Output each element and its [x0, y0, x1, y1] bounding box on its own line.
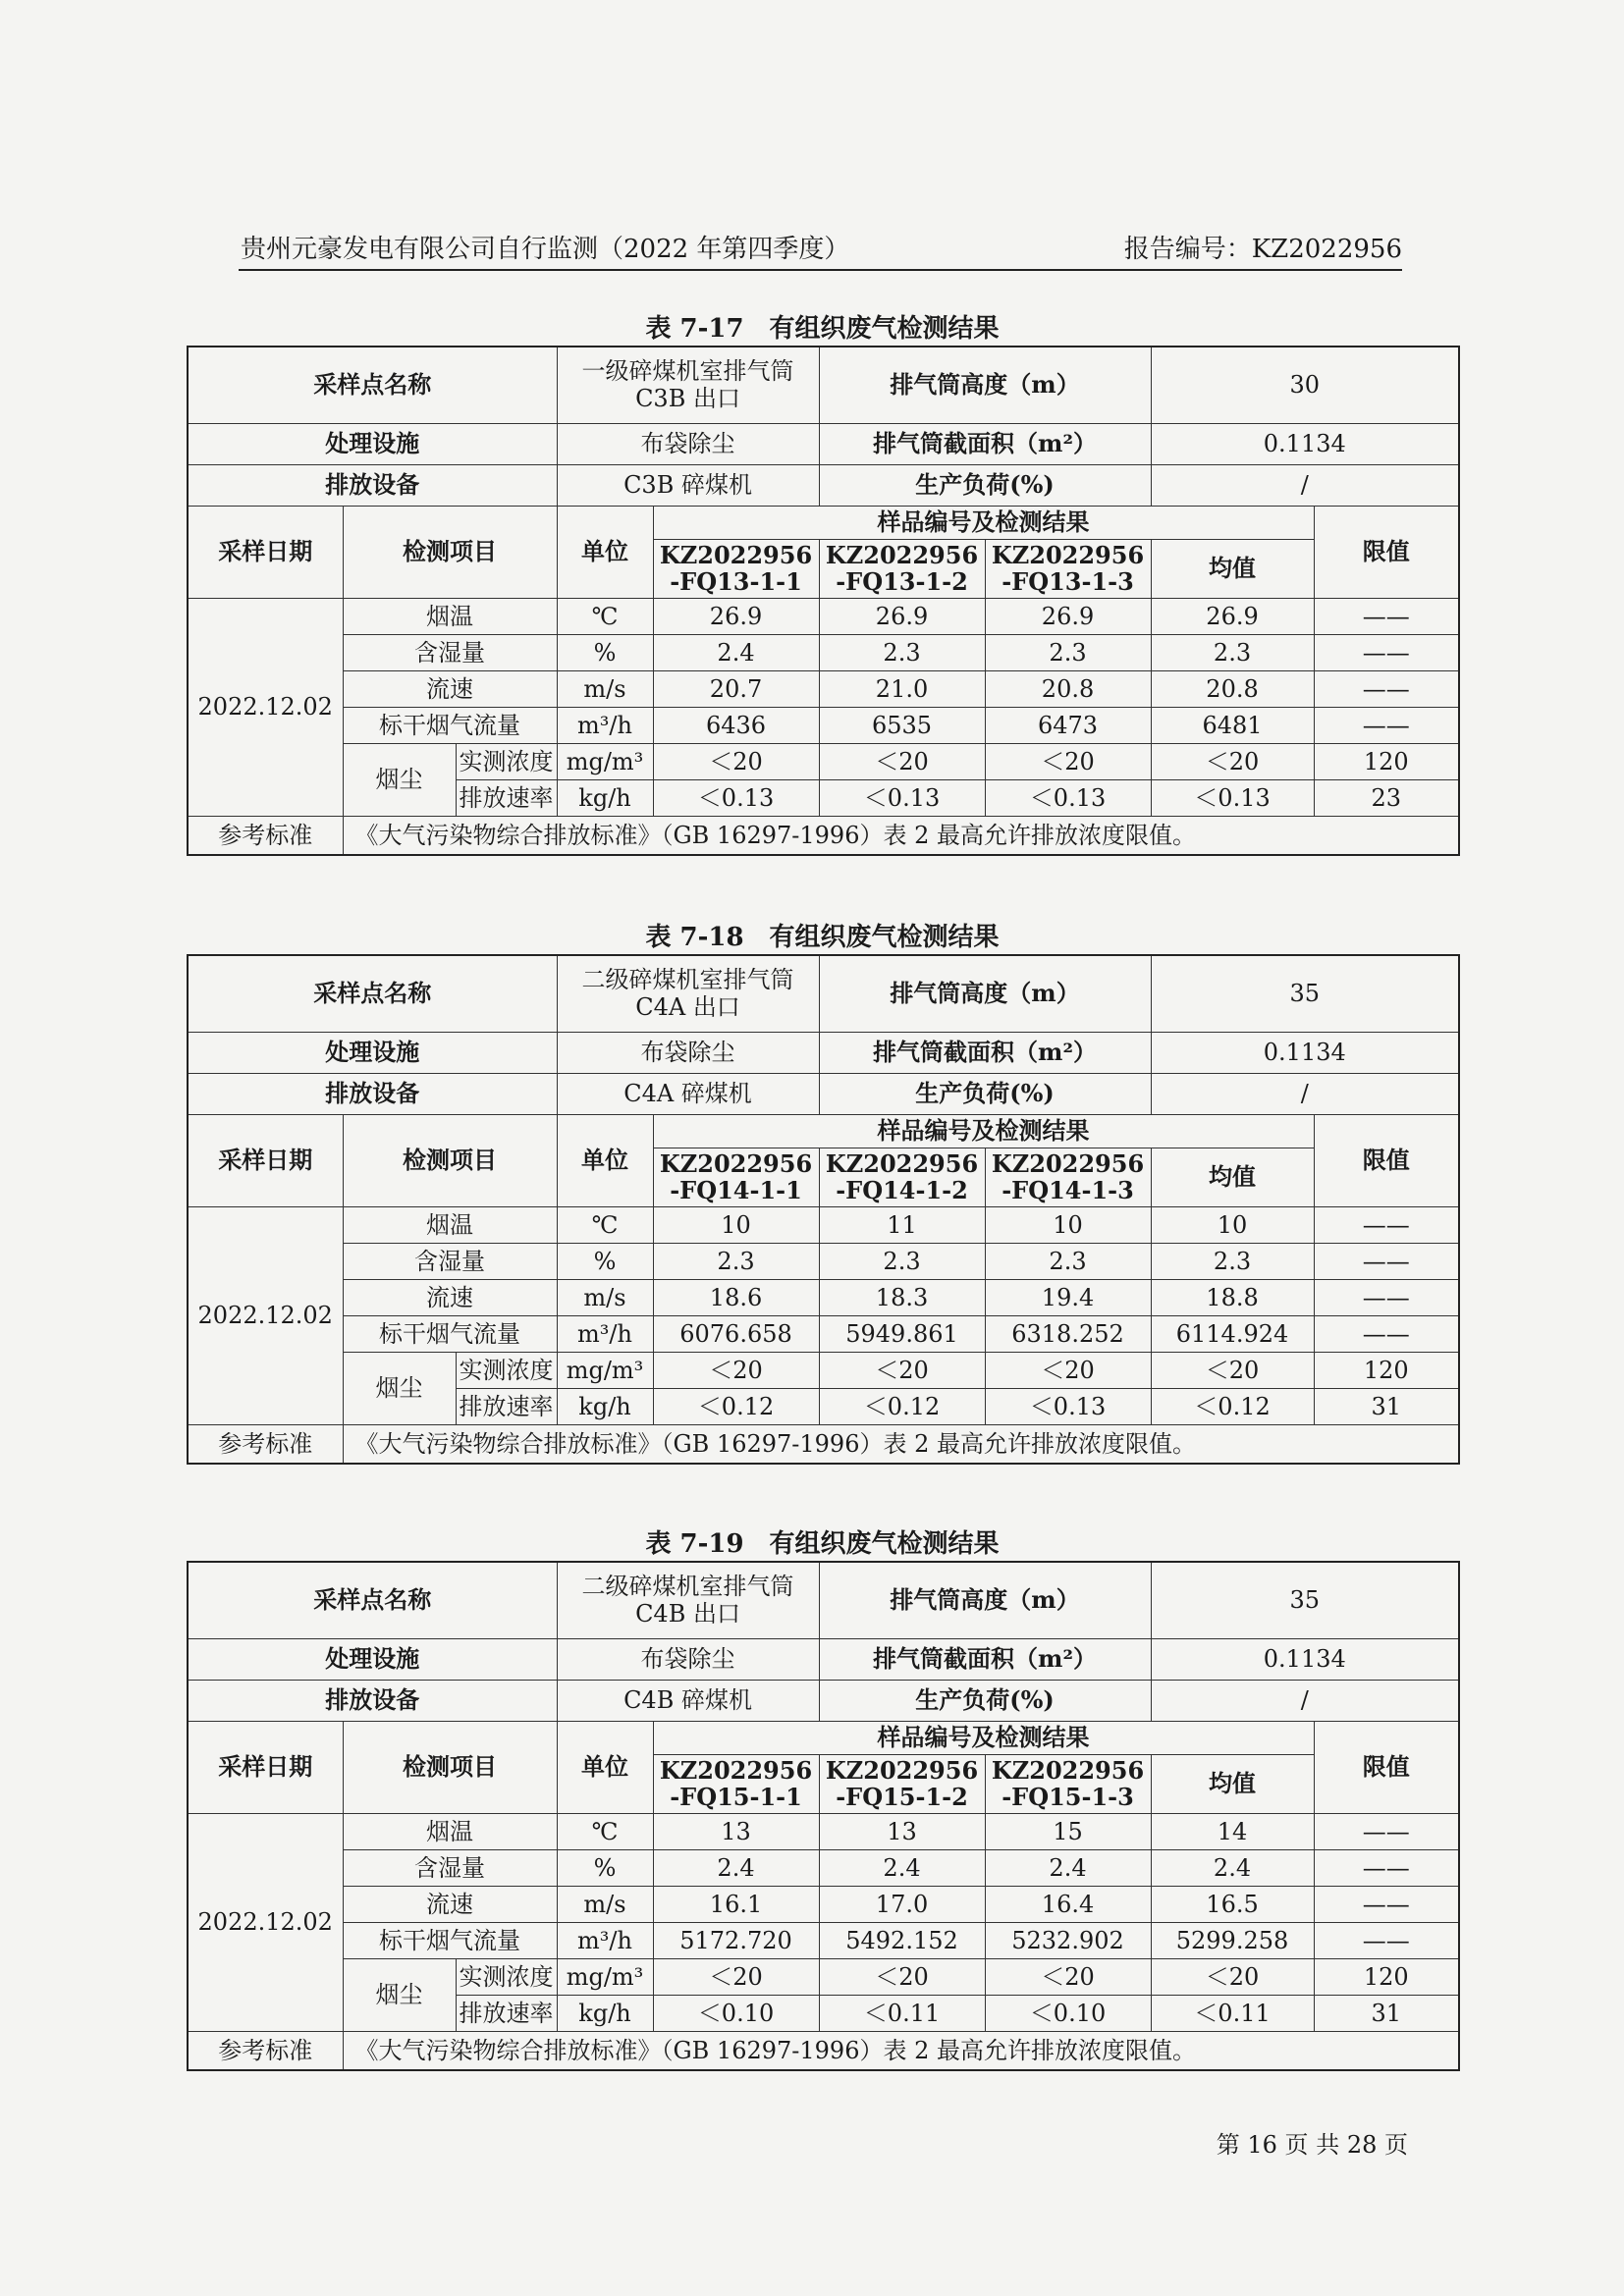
value-cell: 5949.861	[819, 1315, 985, 1352]
mean-cell: ＜0.12	[1151, 1388, 1314, 1424]
value-cell: ＜0.12	[653, 1388, 819, 1424]
mean-cell: ＜20	[1151, 1958, 1314, 1995]
unit-cell: mg/m³	[557, 1352, 653, 1388]
mean-cell: 2.3	[1151, 634, 1314, 670]
unit-cell: %	[557, 634, 653, 670]
sample-id-header: KZ2022956 -FQ15-1-1	[653, 1754, 819, 1813]
label-stack-area: 排气筒截面积（m²）	[819, 1032, 1151, 1073]
label-stack-area: 排气筒截面积（m²）	[819, 423, 1151, 464]
value-cell: 26.9	[819, 598, 985, 634]
value-cell: 6535	[819, 707, 985, 743]
item-name: 标干烟气流量	[343, 707, 557, 743]
item-name: 含湿量	[343, 1243, 557, 1279]
sample-id-header: KZ2022956 -FQ13-1-2	[819, 539, 985, 598]
dust-label: 烟尘	[343, 1958, 456, 2031]
unit-cell: m/s	[557, 1886, 653, 1922]
unit-cell: kg/h	[557, 1995, 653, 2031]
label-date: 采样日期	[188, 506, 343, 598]
measurement-row	[188, 1315, 1459, 1352]
measurement-row	[188, 1849, 1459, 1886]
exhaust-gas-table	[187, 954, 1460, 1465]
sampling-point-value	[557, 955, 819, 1032]
label-limit: 限值	[1314, 1114, 1459, 1206]
value-cell: 15	[985, 1813, 1151, 1849]
page-header	[239, 234, 1402, 271]
item-name: 排放速率	[456, 1388, 557, 1424]
equipment-value: C3B 碎煤机	[557, 464, 819, 506]
value-cell: 18.6	[653, 1279, 819, 1315]
label-equipment: 排放设备	[188, 1073, 557, 1114]
item-name: 含湿量	[343, 1849, 557, 1886]
item-name: 排放速率	[456, 779, 557, 816]
item-name: 烟温	[343, 1206, 557, 1243]
label-equipment: 排放设备	[188, 464, 557, 506]
exhaust-gas-table	[187, 346, 1460, 856]
value-cell: 2.3	[819, 1243, 985, 1279]
value-cell: 6076.658	[653, 1315, 819, 1352]
item-name: 实测浓度	[456, 1958, 557, 1995]
measurement-row	[188, 1958, 1459, 1995]
item-name: 含湿量	[343, 634, 557, 670]
item-name: 流速	[343, 1279, 557, 1315]
limit-cell: ——	[1314, 1243, 1459, 1279]
label-load: 生产负荷(%)	[819, 1073, 1151, 1114]
value-cell: ＜20	[819, 1352, 985, 1388]
label-unit: 单位	[557, 1114, 653, 1206]
unit-cell: m³/h	[557, 707, 653, 743]
limit-cell: ——	[1314, 634, 1459, 670]
item-name: 实测浓度	[456, 743, 557, 779]
value-cell: 21.0	[819, 670, 985, 707]
exhaust-table-block	[187, 921, 1458, 1465]
value-cell: 13	[819, 1813, 985, 1849]
value-cell: 17.0	[819, 1886, 985, 1922]
value-cell: 6473	[985, 707, 1151, 743]
measurement-row	[188, 1922, 1459, 1958]
stack-height-value: 35	[1151, 955, 1459, 1032]
value-cell: ＜0.13	[653, 779, 819, 816]
value-cell: ＜20	[653, 1958, 819, 1995]
header-title: 贵州元豪发电有限公司自行监测（2022 年第四季度）	[241, 235, 850, 264]
stack-area-value: 0.1134	[1151, 1032, 1459, 1073]
equipment-value: C4B 碎煤机	[557, 1680, 819, 1721]
limit-cell: ——	[1314, 1315, 1459, 1352]
reference-standard: 《大气污染物综合排放标准》（GB 16297-1996）表 2 最高允许排放浓度限值。	[343, 1424, 1459, 1464]
value-cell: ＜0.10	[985, 1995, 1151, 2031]
value-cell: ＜20	[653, 743, 819, 779]
limit-cell: ——	[1314, 670, 1459, 707]
sample-id-header: KZ2022956 -FQ14-1-2	[819, 1148, 985, 1206]
label-unit: 单位	[557, 506, 653, 598]
value-cell: 20.8	[985, 670, 1151, 707]
sample-id-header: KZ2022956 -FQ13-1-3	[985, 539, 1151, 598]
unit-cell: %	[557, 1243, 653, 1279]
value-cell: ＜0.13	[985, 1388, 1151, 1424]
label-mean: 均值	[1151, 1148, 1314, 1206]
item-name: 流速	[343, 670, 557, 707]
value-cell: 16.1	[653, 1886, 819, 1922]
sampling-point-line2: C4B 出口	[635, 1600, 740, 1629]
limit-cell: 120	[1314, 1958, 1459, 1995]
value-cell: 10	[985, 1206, 1151, 1243]
value-cell: 2.4	[819, 1849, 985, 1886]
item-name: 流速	[343, 1886, 557, 1922]
value-cell: ＜20	[653, 1352, 819, 1388]
value-cell: ＜20	[985, 1958, 1151, 1995]
sampling-point-line2: C4A 出口	[635, 993, 740, 1022]
mean-cell: 20.8	[1151, 670, 1314, 707]
sampling-date: 2022.12.02	[188, 1813, 343, 2031]
load-value: /	[1151, 464, 1459, 506]
value-cell: 10	[653, 1206, 819, 1243]
value-cell: 2.3	[653, 1243, 819, 1279]
label-item: 检测项目	[343, 506, 557, 598]
equipment-value: C4A 碎煤机	[557, 1073, 819, 1114]
mean-cell: 5299.258	[1151, 1922, 1314, 1958]
sampling-point-value	[557, 1562, 819, 1638]
limit-cell: 120	[1314, 743, 1459, 779]
label-load: 生产负荷(%)	[819, 464, 1151, 506]
value-cell: ＜0.10	[653, 1995, 819, 2031]
unit-cell: m³/h	[557, 1315, 653, 1352]
label-stack-area: 排气筒截面积（m²）	[819, 1638, 1151, 1680]
label-sample-group: 样品编号及检测结果	[653, 506, 1314, 539]
measurement-row	[188, 1813, 1459, 1849]
mean-cell: ＜0.13	[1151, 779, 1314, 816]
value-cell: ＜0.13	[985, 779, 1151, 816]
mean-cell: 10	[1151, 1206, 1314, 1243]
unit-cell: ℃	[557, 1206, 653, 1243]
measurement-row	[188, 598, 1459, 634]
load-value: /	[1151, 1680, 1459, 1721]
value-cell: 26.9	[985, 598, 1151, 634]
limit-cell: ——	[1314, 1886, 1459, 1922]
sampling-date: 2022.12.02	[188, 1206, 343, 1424]
value-cell: 19.4	[985, 1279, 1151, 1315]
label-item: 检测项目	[343, 1721, 557, 1813]
value-cell: 2.4	[653, 634, 819, 670]
value-cell: 20.7	[653, 670, 819, 707]
sample-id-header: KZ2022956 -FQ13-1-1	[653, 539, 819, 598]
limit-cell: 31	[1314, 1995, 1459, 2031]
limit-cell: 23	[1314, 779, 1459, 816]
load-value: /	[1151, 1073, 1459, 1114]
mean-cell: 26.9	[1151, 598, 1314, 634]
label-treatment: 处理设施	[188, 1638, 557, 1680]
limit-cell: ——	[1314, 707, 1459, 743]
limit-cell: ——	[1314, 1813, 1459, 1849]
value-cell: ＜20	[985, 1352, 1151, 1388]
unit-cell: %	[557, 1849, 653, 1886]
limit-cell: 120	[1314, 1352, 1459, 1388]
label-sampling-point: 采样点名称	[188, 1562, 557, 1638]
value-cell: 16.4	[985, 1886, 1151, 1922]
label-date: 采样日期	[188, 1114, 343, 1206]
measurement-row	[188, 707, 1459, 743]
sampling-point-line2: C3B 出口	[635, 385, 740, 413]
stack-area-value: 0.1134	[1151, 1638, 1459, 1680]
item-name: 烟温	[343, 1813, 557, 1849]
value-cell: ＜20	[985, 743, 1151, 779]
item-name: 标干烟气流量	[343, 1922, 557, 1958]
label-sampling-point: 采样点名称	[188, 955, 557, 1032]
limit-cell: ——	[1314, 1206, 1459, 1243]
unit-cell: m/s	[557, 670, 653, 707]
unit-cell: mg/m³	[557, 1958, 653, 1995]
reference-standard: 《大气污染物综合排放标准》（GB 16297-1996）表 2 最高允许排放浓度限值。	[343, 2031, 1459, 2070]
value-cell: 5172.720	[653, 1922, 819, 1958]
measurement-row	[188, 1352, 1459, 1388]
value-cell: 11	[819, 1206, 985, 1243]
sampling-point-line1: 一级碎煤机室排气筒	[581, 357, 794, 386]
value-cell: ＜0.12	[819, 1388, 985, 1424]
label-equipment: 排放设备	[188, 1680, 557, 1721]
measurement-row	[188, 1886, 1459, 1922]
limit-cell: ——	[1314, 1922, 1459, 1958]
label-sample-group: 样品编号及检测结果	[653, 1114, 1314, 1148]
treatment-value: 布袋除尘	[557, 423, 819, 464]
label-sample-group: 样品编号及检测结果	[653, 1721, 1314, 1754]
limit-cell: ——	[1314, 1279, 1459, 1315]
measurement-row	[188, 1243, 1459, 1279]
item-name: 排放速率	[456, 1995, 557, 2031]
stack-height-value: 30	[1151, 347, 1459, 423]
label-reference: 参考标准	[188, 2031, 343, 2070]
mean-cell: ＜20	[1151, 1352, 1314, 1388]
measurement-row	[188, 1279, 1459, 1315]
sampling-point-value	[557, 347, 819, 423]
unit-cell: m³/h	[557, 1922, 653, 1958]
item-name: 烟温	[343, 598, 557, 634]
table-caption: 表 7-17 有组织废气检测结果	[645, 314, 1000, 344]
label-stack-height: 排气筒高度（m）	[819, 347, 1151, 423]
value-cell: ＜20	[819, 743, 985, 779]
label-stack-height: 排气筒高度（m）	[819, 955, 1151, 1032]
label-date: 采样日期	[188, 1721, 343, 1813]
sample-id-header: KZ2022956 -FQ14-1-1	[653, 1148, 819, 1206]
mean-cell: 6114.924	[1151, 1315, 1314, 1352]
value-cell: 26.9	[653, 598, 819, 634]
value-cell: 13	[653, 1813, 819, 1849]
page-number: 第 16 页 共 28 页	[1216, 2131, 1408, 2159]
label-mean: 均值	[1151, 539, 1314, 598]
value-cell: 2.4	[985, 1849, 1151, 1886]
label-reference: 参考标准	[188, 816, 343, 855]
label-reference: 参考标准	[188, 1424, 343, 1464]
label-treatment: 处理设施	[188, 1032, 557, 1073]
value-cell: 2.3	[985, 1243, 1151, 1279]
value-cell: 6318.252	[985, 1315, 1151, 1352]
limit-cell: ——	[1314, 598, 1459, 634]
table-caption: 表 7-18 有组织废气检测结果	[645, 923, 1000, 952]
sampling-point-line1: 二级碎煤机室排气筒	[581, 1573, 794, 1601]
unit-cell: ℃	[557, 1813, 653, 1849]
label-treatment: 处理设施	[188, 423, 557, 464]
mean-cell: ＜20	[1151, 743, 1314, 779]
treatment-value: 布袋除尘	[557, 1032, 819, 1073]
mean-cell: 6481	[1151, 707, 1314, 743]
sample-id-header: KZ2022956 -FQ15-1-2	[819, 1754, 985, 1813]
exhaust-table-block	[187, 312, 1458, 856]
mean-cell: ＜0.11	[1151, 1995, 1314, 2031]
table-caption: 表 7-19 有组织废气检测结果	[645, 1529, 1000, 1559]
limit-cell: ——	[1314, 1849, 1459, 1886]
dust-label: 烟尘	[343, 743, 456, 816]
label-mean: 均值	[1151, 1754, 1314, 1813]
item-name: 实测浓度	[456, 1352, 557, 1388]
sample-id-header: KZ2022956 -FQ15-1-3	[985, 1754, 1151, 1813]
value-cell: 6436	[653, 707, 819, 743]
unit-cell: ℃	[557, 598, 653, 634]
label-limit: 限值	[1314, 506, 1459, 598]
measurement-row	[188, 670, 1459, 707]
stack-area-value: 0.1134	[1151, 423, 1459, 464]
mean-cell: 16.5	[1151, 1886, 1314, 1922]
mean-cell: 14	[1151, 1813, 1314, 1849]
unit-cell: kg/h	[557, 779, 653, 816]
exhaust-table-block	[187, 1527, 1458, 2071]
sample-id-header: KZ2022956 -FQ14-1-3	[985, 1148, 1151, 1206]
measurement-row	[188, 634, 1459, 670]
label-limit: 限值	[1314, 1721, 1459, 1813]
limit-cell: 31	[1314, 1388, 1459, 1424]
value-cell: ＜0.13	[819, 779, 985, 816]
label-unit: 单位	[557, 1721, 653, 1813]
item-name: 标干烟气流量	[343, 1315, 557, 1352]
sampling-point-line1: 二级碎煤机室排气筒	[581, 966, 794, 994]
sampling-date: 2022.12.02	[188, 598, 343, 816]
label-item: 检测项目	[343, 1114, 557, 1206]
value-cell: ＜0.11	[819, 1995, 985, 2031]
unit-cell: kg/h	[557, 1388, 653, 1424]
value-cell: 18.3	[819, 1279, 985, 1315]
unit-cell: mg/m³	[557, 743, 653, 779]
label-load: 生产负荷(%)	[819, 1680, 1151, 1721]
mean-cell: 2.3	[1151, 1243, 1314, 1279]
report-number: 报告编号：KZ2022956	[1123, 235, 1402, 264]
mean-cell: 18.8	[1151, 1279, 1314, 1315]
reference-standard: 《大气污染物综合排放标准》（GB 16297-1996）表 2 最高允许排放浓度限值。	[343, 816, 1459, 855]
mean-cell: 2.4	[1151, 1849, 1314, 1886]
value-cell: 2.3	[819, 634, 985, 670]
value-cell: 5232.902	[985, 1922, 1151, 1958]
value-cell: 5492.152	[819, 1922, 985, 1958]
value-cell: 2.4	[653, 1849, 819, 1886]
treatment-value: 布袋除尘	[557, 1638, 819, 1680]
measurement-row	[188, 1206, 1459, 1243]
label-stack-height: 排气筒高度（m）	[819, 1562, 1151, 1638]
label-sampling-point: 采样点名称	[188, 347, 557, 423]
value-cell: ＜20	[819, 1958, 985, 1995]
unit-cell: m/s	[557, 1279, 653, 1315]
stack-height-value: 35	[1151, 1562, 1459, 1638]
dust-label: 烟尘	[343, 1352, 456, 1424]
exhaust-gas-table	[187, 1561, 1460, 2071]
measurement-row	[188, 743, 1459, 779]
value-cell: 2.3	[985, 634, 1151, 670]
